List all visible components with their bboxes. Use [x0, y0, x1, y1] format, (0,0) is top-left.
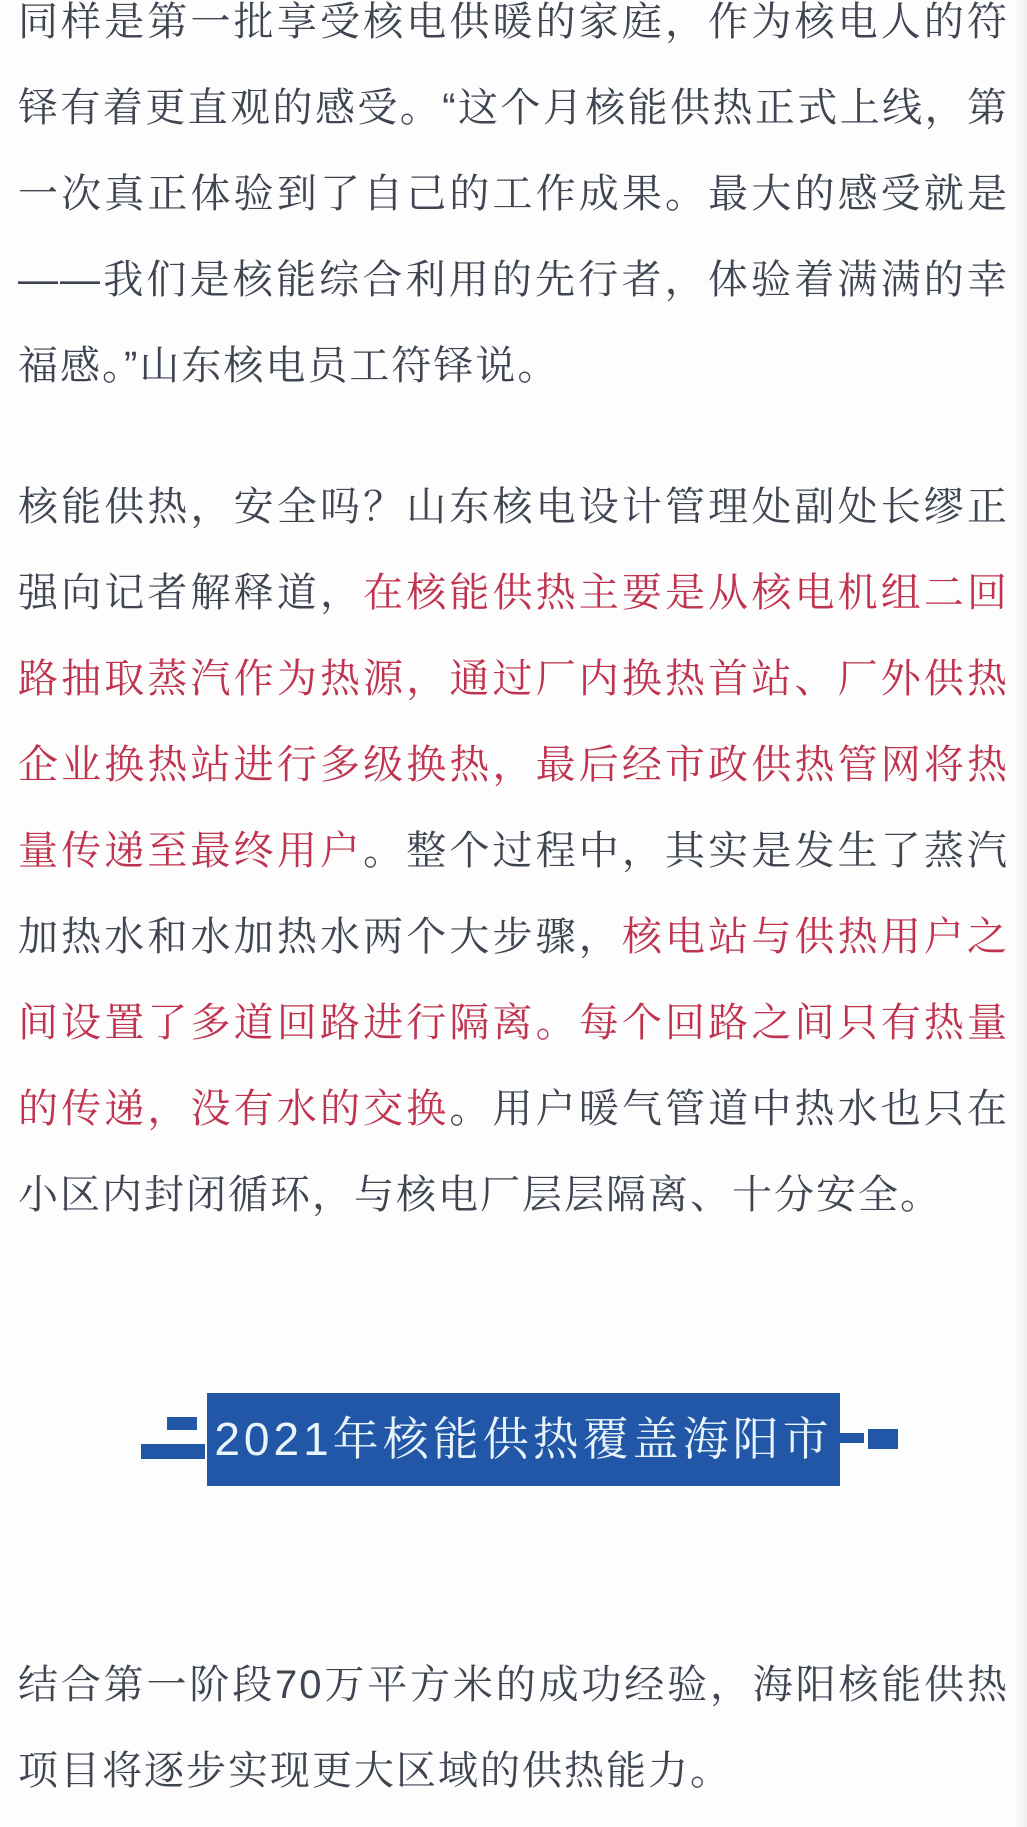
- section-banner-row: [18, 1393, 1009, 1486]
- paragraph-expansion-plan: 结合第一阶段70万平方米的成功经验，海阳核能供热项目将逐步实现更大区域的供热能力。: [18, 1663, 1009, 1793]
- process-description-text: 。整个过程中，其实是发生了蒸汽加热水和水加热水两个大步骤，: [18, 829, 1010, 959]
- highlight-isolation-text: 核电站与供热用户之间设置了多道回路进行隔离。每个回路之间只有热量的传递，没有水的交换: [18, 915, 1010, 1131]
- highlight-heat-source-text: 在核能供热主要是从核电机组二回路抽取蒸汽作为热源，通过厂内换热首站、厂外供热企业换热站进行多级换热，最后经市政供热管网将热量传递至最终用户: [18, 571, 1010, 873]
- banner-right-dash-big: [868, 1429, 898, 1449]
- safety-conclusion-text: 。用户暖气管道中热水也只在小区内封闭循环，与核电厂层层隔离、十分安全。: [18, 1087, 1010, 1217]
- banner-right-dash-small: [840, 1433, 864, 1443]
- safety-question-text: 核能供热，安全吗？山东核电设计管理处副处长缪正强向记者解释道，: [18, 485, 1009, 615]
- section-heading-banner: 2021年核能供热覆盖海阳市: [207, 1393, 840, 1486]
- paragraph-safety-explanation: [18, 464, 1009, 1238]
- banner-left-dash-short: [167, 1417, 197, 1430]
- banner-left-dash-long: [141, 1444, 205, 1459]
- paragraph-testimonial: 同样是第一批享受核电供暖的家庭，作为核电人的符铎有着更直观的感受。“这个月核能供热正式上线，第一次真正体验到了自己的工作成果。最大的感受就是——我们是核能综合利用的先行者，体验着满满的幸福感。”山东核电员工符铎说。: [18, 0, 1009, 388]
